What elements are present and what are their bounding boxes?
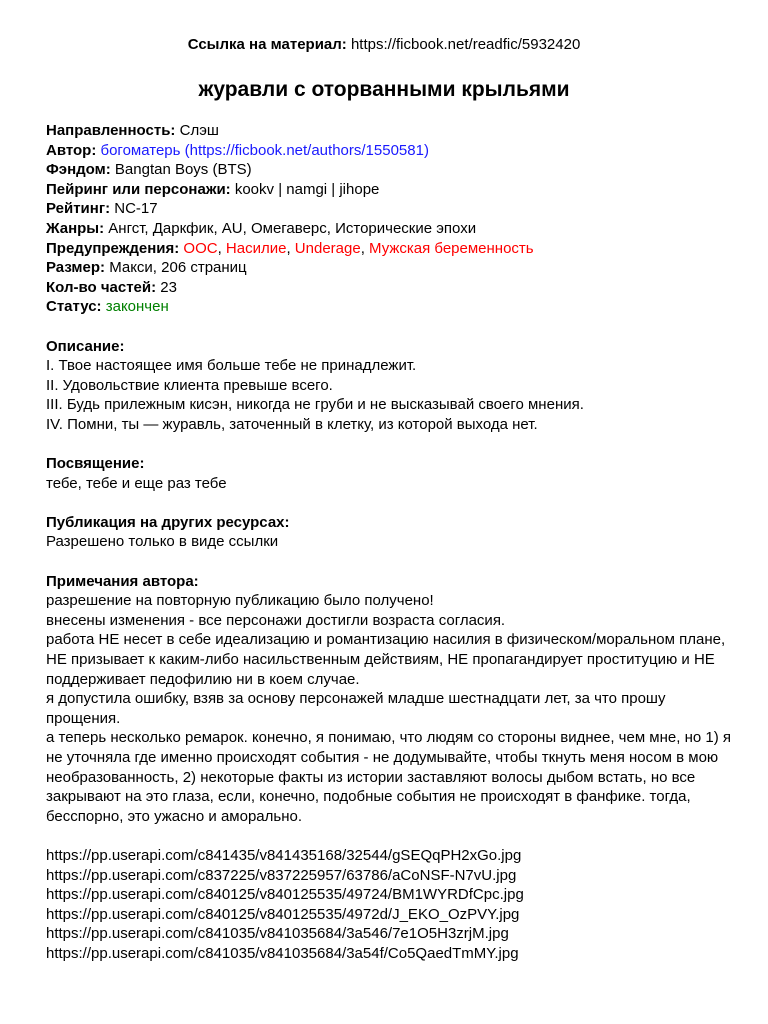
spacer — [46, 435, 736, 455]
spacer — [46, 552, 736, 572]
direction-label: Направленность: — [46, 122, 176, 139]
warning-separator: , — [360, 239, 370, 257]
image-link[interactable]: https://pp.userapi.com/c841035/v841035684/3a546/7e1O5H3zrjM.jpg — [46, 925, 509, 943]
size-value: Макси, 206 страниц — [109, 259, 247, 277]
genres-row — [46, 219, 736, 239]
publication-text: Разрешено только в виде ссылки — [46, 533, 279, 551]
description-line: IV. Помни, ты — журавль, заточенный в клетку, из которой выхода нет. — [46, 415, 538, 433]
source-line — [0, 36, 768, 54]
rating-label: Рейтинг: — [46, 200, 111, 218]
status-value: закончен — [105, 298, 169, 316]
warnings-row — [46, 239, 736, 259]
status-label: Статус: — [46, 298, 102, 316]
description-heading: Описание: — [46, 337, 125, 355]
direction-value: Слэш — [179, 122, 219, 139]
author-notes-paragraph: внесены изменения - все персонажи достигли возраста согласия. — [46, 611, 506, 629]
work-title: журавли с оторванными крыльями — [198, 78, 570, 101]
author-notes-paragraph: разрешение на повторную публикацию было получено! — [46, 592, 434, 610]
author-notes-paragraph: я допустила ошибку, взяв за основу персонажей младше шестнадцати лет, за что прошу прощения. — [46, 690, 666, 727]
author-notes-heading: Примечания автора: — [46, 572, 199, 590]
warning-item: OOC — [183, 239, 218, 257]
size-label: Размер: — [46, 259, 106, 277]
author-link[interactable]: богоматерь (https://ficbook.net/authors/1550581) — [100, 141, 429, 159]
fandom-label: Фэндом: — [46, 161, 111, 179]
warnings-label: Предупреждения: — [46, 239, 180, 257]
parts-value: 23 — [160, 278, 177, 296]
size-row — [46, 258, 736, 278]
spacer — [46, 493, 736, 513]
parts-row — [46, 278, 736, 298]
fandom-row — [46, 160, 736, 180]
author-row — [46, 141, 736, 161]
dedication-heading: Посвящение: — [46, 455, 145, 473]
description-line: III. Будь прилежным кисэн, никогда не груби и не высказывай своего мнения. — [46, 396, 584, 414]
warning-separator: , — [217, 239, 226, 257]
description-line: I. Твое настоящее имя больше тебе не принадлежит. — [46, 357, 417, 375]
warning-separator: , — [286, 239, 295, 257]
author-label: Автор: — [46, 141, 97, 159]
description-line: II. Удовольствие клиента превыше всего. — [46, 376, 333, 394]
genres-value: Ангст, Даркфик, AU, Омегаверс, Исторические эпохи — [108, 219, 477, 237]
parts-label: Кол-во частей: — [46, 278, 157, 296]
spacer — [46, 317, 736, 337]
dedication-text: тебе, тебе и еще раз тебе — [46, 474, 227, 492]
pairing-label: Пейринг или персонажи: — [46, 180, 231, 198]
document-body — [46, 121, 736, 964]
image-link[interactable]: https://pp.userapi.com/c840125/v840125535/4972d/J_EKO_OzPVY.jpg — [46, 905, 520, 923]
direction-row — [46, 121, 736, 141]
source-label: Ссылка на материал: — [187, 36, 347, 53]
author-notes-paragraph: работа НЕ несет в себе идеализацию и романтизацию насилия в физическом/моральном плане, НЕ призывает к каким-либо насильственным действиям, НЕ пропагандирует проституцию и НЕ поддерживает педофилию ни в коем случае. — [46, 631, 726, 688]
rating-value: NC-17 — [114, 200, 158, 218]
image-link[interactable]: https://pp.userapi.com/c841035/v841035684/3a54f/Co5QaedTmMY.jpg — [46, 944, 519, 962]
source-url-link[interactable]: https://ficbook.net/readfic/5932420 — [350, 36, 581, 53]
image-link[interactable]: https://pp.userapi.com/c837225/v837225957/63786/aCoNSF-N7vU.jpg — [46, 866, 517, 884]
status-row — [46, 297, 736, 317]
pairing-value: kookv | namgi | jihope — [234, 180, 380, 198]
genres-label: Жанры: — [46, 219, 105, 237]
author-notes-paragraph: а теперь несколько ремарок. конечно, я понимаю, что людям со стороны виднее, чем мне, но 1) я не уточняла где именно происходят события - не додумывайте, чтобы ткнуть меня носом в мою необразованность, 2) некоторые факты из истории заставляют волосы дыбом встать, но все закрывают на это глаза, если, конечно, подобные события не происходят в фанфике. тогда, бесспорно, это ужасно и аморально. — [46, 729, 732, 825]
fandom-value: Bangtan Boys (BTS) — [114, 161, 252, 179]
image-link[interactable]: https://pp.userapi.com/c841435/v841435168/32544/gSEQqPH2xGo.jpg — [46, 846, 522, 864]
image-link[interactable]: https://pp.userapi.com/c840125/v840125535/49724/BM1WYRDfCpc.jpg — [46, 886, 524, 904]
spacer — [46, 826, 736, 846]
warning-item: Underage — [294, 239, 361, 257]
pairing-row — [46, 180, 736, 200]
warning-item: Насилие — [225, 239, 287, 257]
rating-row — [46, 199, 736, 219]
publication-heading: Публикация на других ресурсах: — [46, 513, 290, 531]
warning-item: Мужская беременность — [369, 239, 534, 257]
